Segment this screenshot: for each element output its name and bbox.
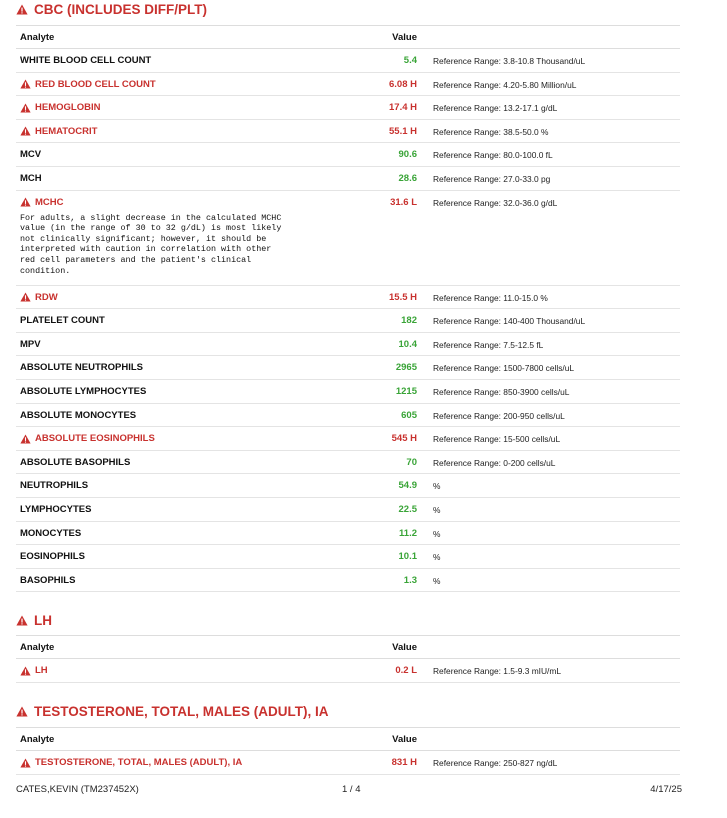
result-value: 2965 bbox=[395, 362, 417, 374]
header-value: Value bbox=[392, 733, 417, 745]
analyte-name-line bbox=[20, 126, 346, 137]
analyte-name-line bbox=[20, 551, 346, 562]
reference-range: Reference Range: 1.5-9.3 mIU/mL bbox=[433, 666, 562, 676]
analyte-name: MCV bbox=[20, 149, 42, 161]
section-title-testosterone bbox=[16, 704, 329, 719]
reference-range: % bbox=[433, 575, 441, 586]
analyte-name: MONOCYTES bbox=[20, 527, 82, 539]
table-row bbox=[16, 286, 680, 310]
table-row bbox=[16, 451, 680, 475]
warning-triangle-icon bbox=[20, 292, 31, 302]
warning-triangle-icon bbox=[16, 615, 28, 626]
reference-range: % bbox=[433, 528, 441, 539]
analyte-cell bbox=[16, 480, 346, 491]
table-row bbox=[16, 498, 680, 522]
analyte-cell bbox=[16, 410, 346, 421]
result-value: 28.6 bbox=[398, 172, 417, 184]
table-header bbox=[16, 25, 680, 49]
table-row bbox=[16, 120, 680, 144]
analyte-name-line bbox=[20, 386, 346, 397]
analyte-cell bbox=[16, 757, 346, 768]
analyte-name: HEMATOCRIT bbox=[35, 125, 98, 137]
warning-triangle-icon bbox=[16, 706, 28, 717]
analyte-cell bbox=[16, 315, 346, 326]
analyte-cell bbox=[16, 173, 346, 184]
analyte-name: MCH bbox=[20, 172, 42, 184]
analyte-cell bbox=[16, 504, 346, 515]
reference-range: Reference Range: 200-950 cells/uL bbox=[433, 410, 565, 421]
analyte-name-line bbox=[20, 665, 346, 676]
table-row bbox=[16, 309, 680, 333]
analyte-name-line bbox=[20, 457, 346, 468]
analyte-cell bbox=[16, 126, 346, 137]
table-row bbox=[16, 96, 680, 120]
warning-triangle-icon bbox=[20, 126, 31, 136]
analyte-cell bbox=[16, 575, 346, 586]
analyte-name: RED BLOOD CELL COUNT bbox=[35, 78, 156, 90]
analyte-name: LYMPHOCYTES bbox=[20, 503, 92, 515]
reference-range: Reference Range: 850-3900 cells/uL bbox=[433, 386, 570, 397]
analyte-cell bbox=[16, 362, 346, 373]
analyte-name: WHITE BLOOD CELL COUNT bbox=[20, 55, 152, 66]
analyte-name-line bbox=[20, 173, 346, 184]
reference-range: Reference Range: 4.20-5.80 Million/uL bbox=[433, 79, 577, 90]
warning-triangle-icon bbox=[20, 197, 31, 207]
table-body bbox=[16, 659, 680, 683]
reference-range: Reference Range: 15-500 cells/uL bbox=[433, 434, 561, 445]
reference-range: % bbox=[433, 552, 441, 563]
analyte-name-line bbox=[20, 362, 346, 373]
result-value: 0.2 L bbox=[395, 665, 417, 676]
table-row bbox=[16, 522, 680, 546]
header-value: Value bbox=[392, 641, 417, 653]
reference-range: Reference Range: 7.5-12.5 fL bbox=[433, 339, 544, 350]
analyte-name-line bbox=[20, 433, 346, 444]
result-value: 605 bbox=[401, 409, 417, 421]
reference-range: % bbox=[433, 481, 441, 492]
warning-triangle-icon bbox=[20, 103, 31, 113]
table-row bbox=[16, 545, 680, 569]
result-value: 55.1 H bbox=[389, 125, 417, 137]
analyte-name: MCHC bbox=[35, 196, 64, 208]
table-row bbox=[16, 569, 680, 593]
result-value: 70 bbox=[406, 456, 417, 468]
table-row bbox=[16, 404, 680, 428]
table-row bbox=[16, 356, 680, 380]
analyte-name: NEUTROPHILS bbox=[20, 480, 89, 492]
analyte-cell bbox=[16, 102, 346, 113]
analyte-name-line bbox=[20, 339, 346, 350]
table-body bbox=[16, 751, 680, 775]
analyte-cell bbox=[16, 55, 346, 66]
analyte-name-line bbox=[20, 55, 346, 66]
analyte-name: TESTOSTERONE, TOTAL, MALES (ADULT), IA bbox=[35, 757, 243, 768]
reference-range: % bbox=[433, 504, 441, 515]
header-value: Value bbox=[392, 31, 417, 43]
results-table-testosterone bbox=[16, 727, 680, 775]
results-table-lh bbox=[16, 635, 680, 683]
analyte-cell bbox=[16, 197, 346, 277]
analyte-name: MPV bbox=[20, 338, 41, 350]
report-date: 4/17/25 bbox=[650, 784, 682, 795]
result-value: 54.9 bbox=[398, 480, 417, 492]
analyte-name: RDW bbox=[35, 291, 58, 303]
reference-range: Reference Range: 1500-7800 cells/uL bbox=[433, 363, 575, 374]
table-row bbox=[16, 751, 680, 775]
analyte-name: ABSOLUTE EOSINOPHILS bbox=[35, 433, 155, 445]
analyte-name-line bbox=[20, 315, 346, 326]
analyte-name: ABSOLUTE LYMPHOCYTES bbox=[20, 385, 147, 397]
reference-range: Reference Range: 38.5-50.0 % bbox=[433, 126, 549, 137]
analyte-name: BASOPHILS bbox=[20, 574, 76, 586]
analyte-cell bbox=[16, 528, 346, 539]
analyte-name-line bbox=[20, 528, 346, 539]
table-row bbox=[16, 427, 680, 451]
result-value: 1215 bbox=[395, 385, 417, 397]
warning-triangle-icon bbox=[20, 79, 31, 89]
analyte-name: PLATELET COUNT bbox=[20, 315, 105, 327]
page-number: 1 / 4 bbox=[342, 784, 361, 795]
reference-range: Reference Range: 140-400 Thousand/uL bbox=[433, 316, 586, 327]
analyte-name-line bbox=[20, 102, 346, 113]
table-row bbox=[16, 73, 680, 97]
analyte-cell bbox=[16, 339, 346, 350]
analyte-cell bbox=[16, 551, 346, 562]
analyte-name: ABSOLUTE BASOPHILS bbox=[20, 456, 131, 468]
reference-range: Reference Range: 80.0-100.0 fL bbox=[433, 150, 553, 161]
result-value: 90.6 bbox=[398, 149, 417, 161]
result-value: 31.6 L bbox=[390, 196, 417, 208]
results-table-cbc bbox=[16, 25, 680, 592]
reference-range: Reference Range: 3.8-10.8 Thousand/uL bbox=[433, 56, 586, 66]
analyte-name: ABSOLUTE NEUTROPHILS bbox=[20, 362, 143, 374]
analyte-name: ABSOLUTE MONOCYTES bbox=[20, 409, 137, 421]
result-value: 22.5 bbox=[398, 503, 417, 515]
header-analyte: Analyte bbox=[20, 733, 55, 745]
analyte-cell bbox=[16, 457, 346, 468]
analyte-name: LH bbox=[35, 665, 48, 676]
analyte-name-line bbox=[20, 292, 346, 303]
table-header bbox=[16, 635, 680, 659]
warning-triangle-icon bbox=[20, 666, 31, 676]
reference-range: Reference Range: 27.0-33.0 pg bbox=[433, 173, 551, 184]
result-value: 1.3 bbox=[403, 574, 417, 586]
section-title-text: LH bbox=[34, 613, 52, 628]
analyte-name-line bbox=[20, 504, 346, 515]
result-value: 6.08 H bbox=[389, 78, 417, 90]
analyte-cell bbox=[16, 433, 346, 444]
header-analyte: Analyte bbox=[20, 641, 55, 653]
section-title-lh bbox=[16, 613, 52, 628]
table-row bbox=[16, 380, 680, 404]
section-title-cbc bbox=[16, 2, 207, 17]
table-row bbox=[16, 49, 680, 73]
analyte-cell bbox=[16, 292, 346, 303]
table-row bbox=[16, 474, 680, 498]
result-value: 10.4 bbox=[398, 338, 417, 350]
analyte-cell bbox=[16, 79, 346, 90]
analyte-cell bbox=[16, 149, 346, 160]
result-comment: For adults, a slight decrease in the calculated MCHC value (in the range of 30 to 32 g/dL) is most likely not clinically significant; however, it should be interpreted with caution in correlation with other red cell parameters and the patient's clinical condition. bbox=[20, 212, 282, 276]
result-value: 11.2 bbox=[399, 527, 417, 539]
analyte-name-line bbox=[20, 480, 346, 491]
result-value: 17.4 H bbox=[389, 102, 417, 114]
analyte-name-line bbox=[20, 149, 346, 160]
section-title-text: TESTOSTERONE, TOTAL, MALES (ADULT), IA bbox=[34, 704, 329, 719]
result-value: 15.5 H bbox=[389, 291, 417, 303]
analyte-name: HEMOGLOBIN bbox=[35, 102, 101, 114]
warning-triangle-icon bbox=[16, 4, 28, 15]
analyte-name-line bbox=[20, 410, 346, 421]
result-value: 10.1 bbox=[398, 551, 417, 563]
reference-range: Reference Range: 13.2-17.1 g/dL bbox=[433, 103, 558, 114]
analyte-name: EOSINOPHILS bbox=[20, 551, 85, 563]
analyte-cell bbox=[16, 386, 346, 397]
result-value: 182 bbox=[401, 315, 417, 327]
table-row bbox=[16, 333, 680, 357]
table-row bbox=[16, 143, 680, 167]
result-value: 545 H bbox=[391, 433, 417, 445]
result-value: 5.4 bbox=[403, 55, 417, 66]
table-row bbox=[16, 191, 680, 286]
analyte-cell bbox=[16, 665, 346, 676]
patient-name: CATES,KEVIN (TM237452X) bbox=[16, 784, 139, 795]
analyte-name-line bbox=[20, 757, 346, 768]
result-value: 831 H bbox=[391, 757, 417, 768]
analyte-name-line bbox=[20, 575, 346, 586]
table-row bbox=[16, 167, 680, 191]
section-title-text: CBC (INCLUDES DIFF/PLT) bbox=[34, 2, 207, 17]
table-row bbox=[16, 659, 680, 683]
reference-range: Reference Range: 32.0-36.0 g/dL bbox=[433, 197, 558, 208]
table-header bbox=[16, 727, 680, 751]
reference-range: Reference Range: 250-827 ng/dL bbox=[433, 758, 558, 768]
warning-triangle-icon bbox=[20, 434, 31, 444]
table-body bbox=[16, 49, 680, 592]
warning-triangle-icon bbox=[20, 758, 31, 768]
reference-range: Reference Range: 0-200 cells/uL bbox=[433, 457, 556, 468]
reference-range: Reference Range: 11.0-15.0 % bbox=[433, 292, 548, 303]
header-analyte: Analyte bbox=[20, 31, 55, 43]
analyte-name-line bbox=[20, 197, 346, 208]
analyte-name-line bbox=[20, 79, 346, 90]
